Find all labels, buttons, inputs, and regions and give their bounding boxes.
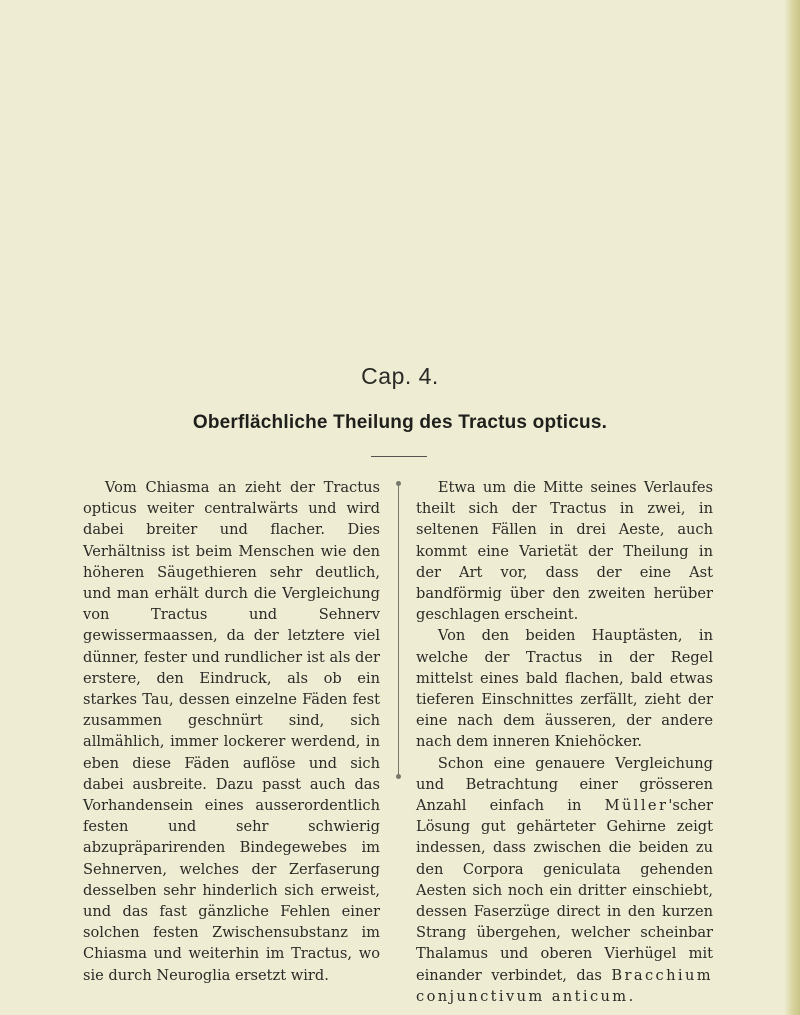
column-divider (398, 485, 399, 775)
paragraph (416, 753, 713, 1007)
paragraph: Vom Chiasma an zieht der Tractus opticus weiter centralwärts und wird dabei breiter und flacher. Dies Verhältniss ist beim Menschen wie den höheren Säugethieren sehr deutlich, und man erhält durch die Vergleichung von Tractus und Sehnerv gewissermaassen, da der letztere viel dünner, fester und rundlicher ist als der erstere, den Eindruck, als ob ein starkes Tau, dessen einzelne Fäden fest zusammen geschnürt sind, sich allmählich, immer lockerer werdend, in eben diese Fäden auflöse und sich dabei ausbreite. Dazu passt auch das Vorhandensein eines ausserordentlich festen und sehr schwierig abzupräparirenden Bindegewebes im Sehnerven, welches der Zerfaserung desselben sehr hinderlich sich erweist, und das fast gänzliche Fehlen einer solchen festen Zwischensubstanz im Chiasma und weiterhin im Tractus, wo sie durch Neuroglia ersetzt wird. (83, 479, 380, 984)
section-title: Oberflächliche Theilung des Tractus opticus. (192, 412, 608, 433)
left-column (83, 477, 380, 986)
paragraph: Etwa um die Mitte seines Verlaufes theilt sich der Tractus in zwei, in seltenen Fällen in drei Aeste, auch kommt eine Varietät der Theilung in der Art vor, dass der eine Ast bandförmig über den zweiten herüber geschlagen erscheint. (416, 479, 713, 624)
paragraph-text: 'scher Lösung gut gehärteter Gehirne zeigt indessen, dass zwischen die beiden zu den Corpora geniculata gehenden Aesten sich noch ein dritter einschiebt, dessen Faserzüge direct in den kurzen Strang übergehen, welcher scheinbar Thalamus und oberen Vierhügel mit einander verbindet, das (416, 797, 714, 984)
author-name: Müller (604, 797, 669, 815)
anatomical-term: Bracchium conjunctivum anticum (416, 966, 713, 1005)
paragraph-text: Schon eine genauere Vergleichung und Betrachtung einer grösseren Anzahl einfach in (416, 754, 713, 815)
right-column (416, 477, 713, 1007)
page-edge (784, 0, 800, 1015)
column-divider-bottom (396, 774, 401, 779)
paragraph-end: . (628, 987, 634, 1005)
paragraph: Von den beiden Hauptästen, in welche der Tractus in der Regel mittelst eines bald flachen, bald etwas tieferen Einschnittes zerfällt, zieht der eine nach dem äusseren, der andere nach dem inneren Kniehöcker. (416, 627, 713, 751)
title-rule (371, 456, 427, 457)
chapter-heading: Cap. 4. (361, 363, 439, 389)
